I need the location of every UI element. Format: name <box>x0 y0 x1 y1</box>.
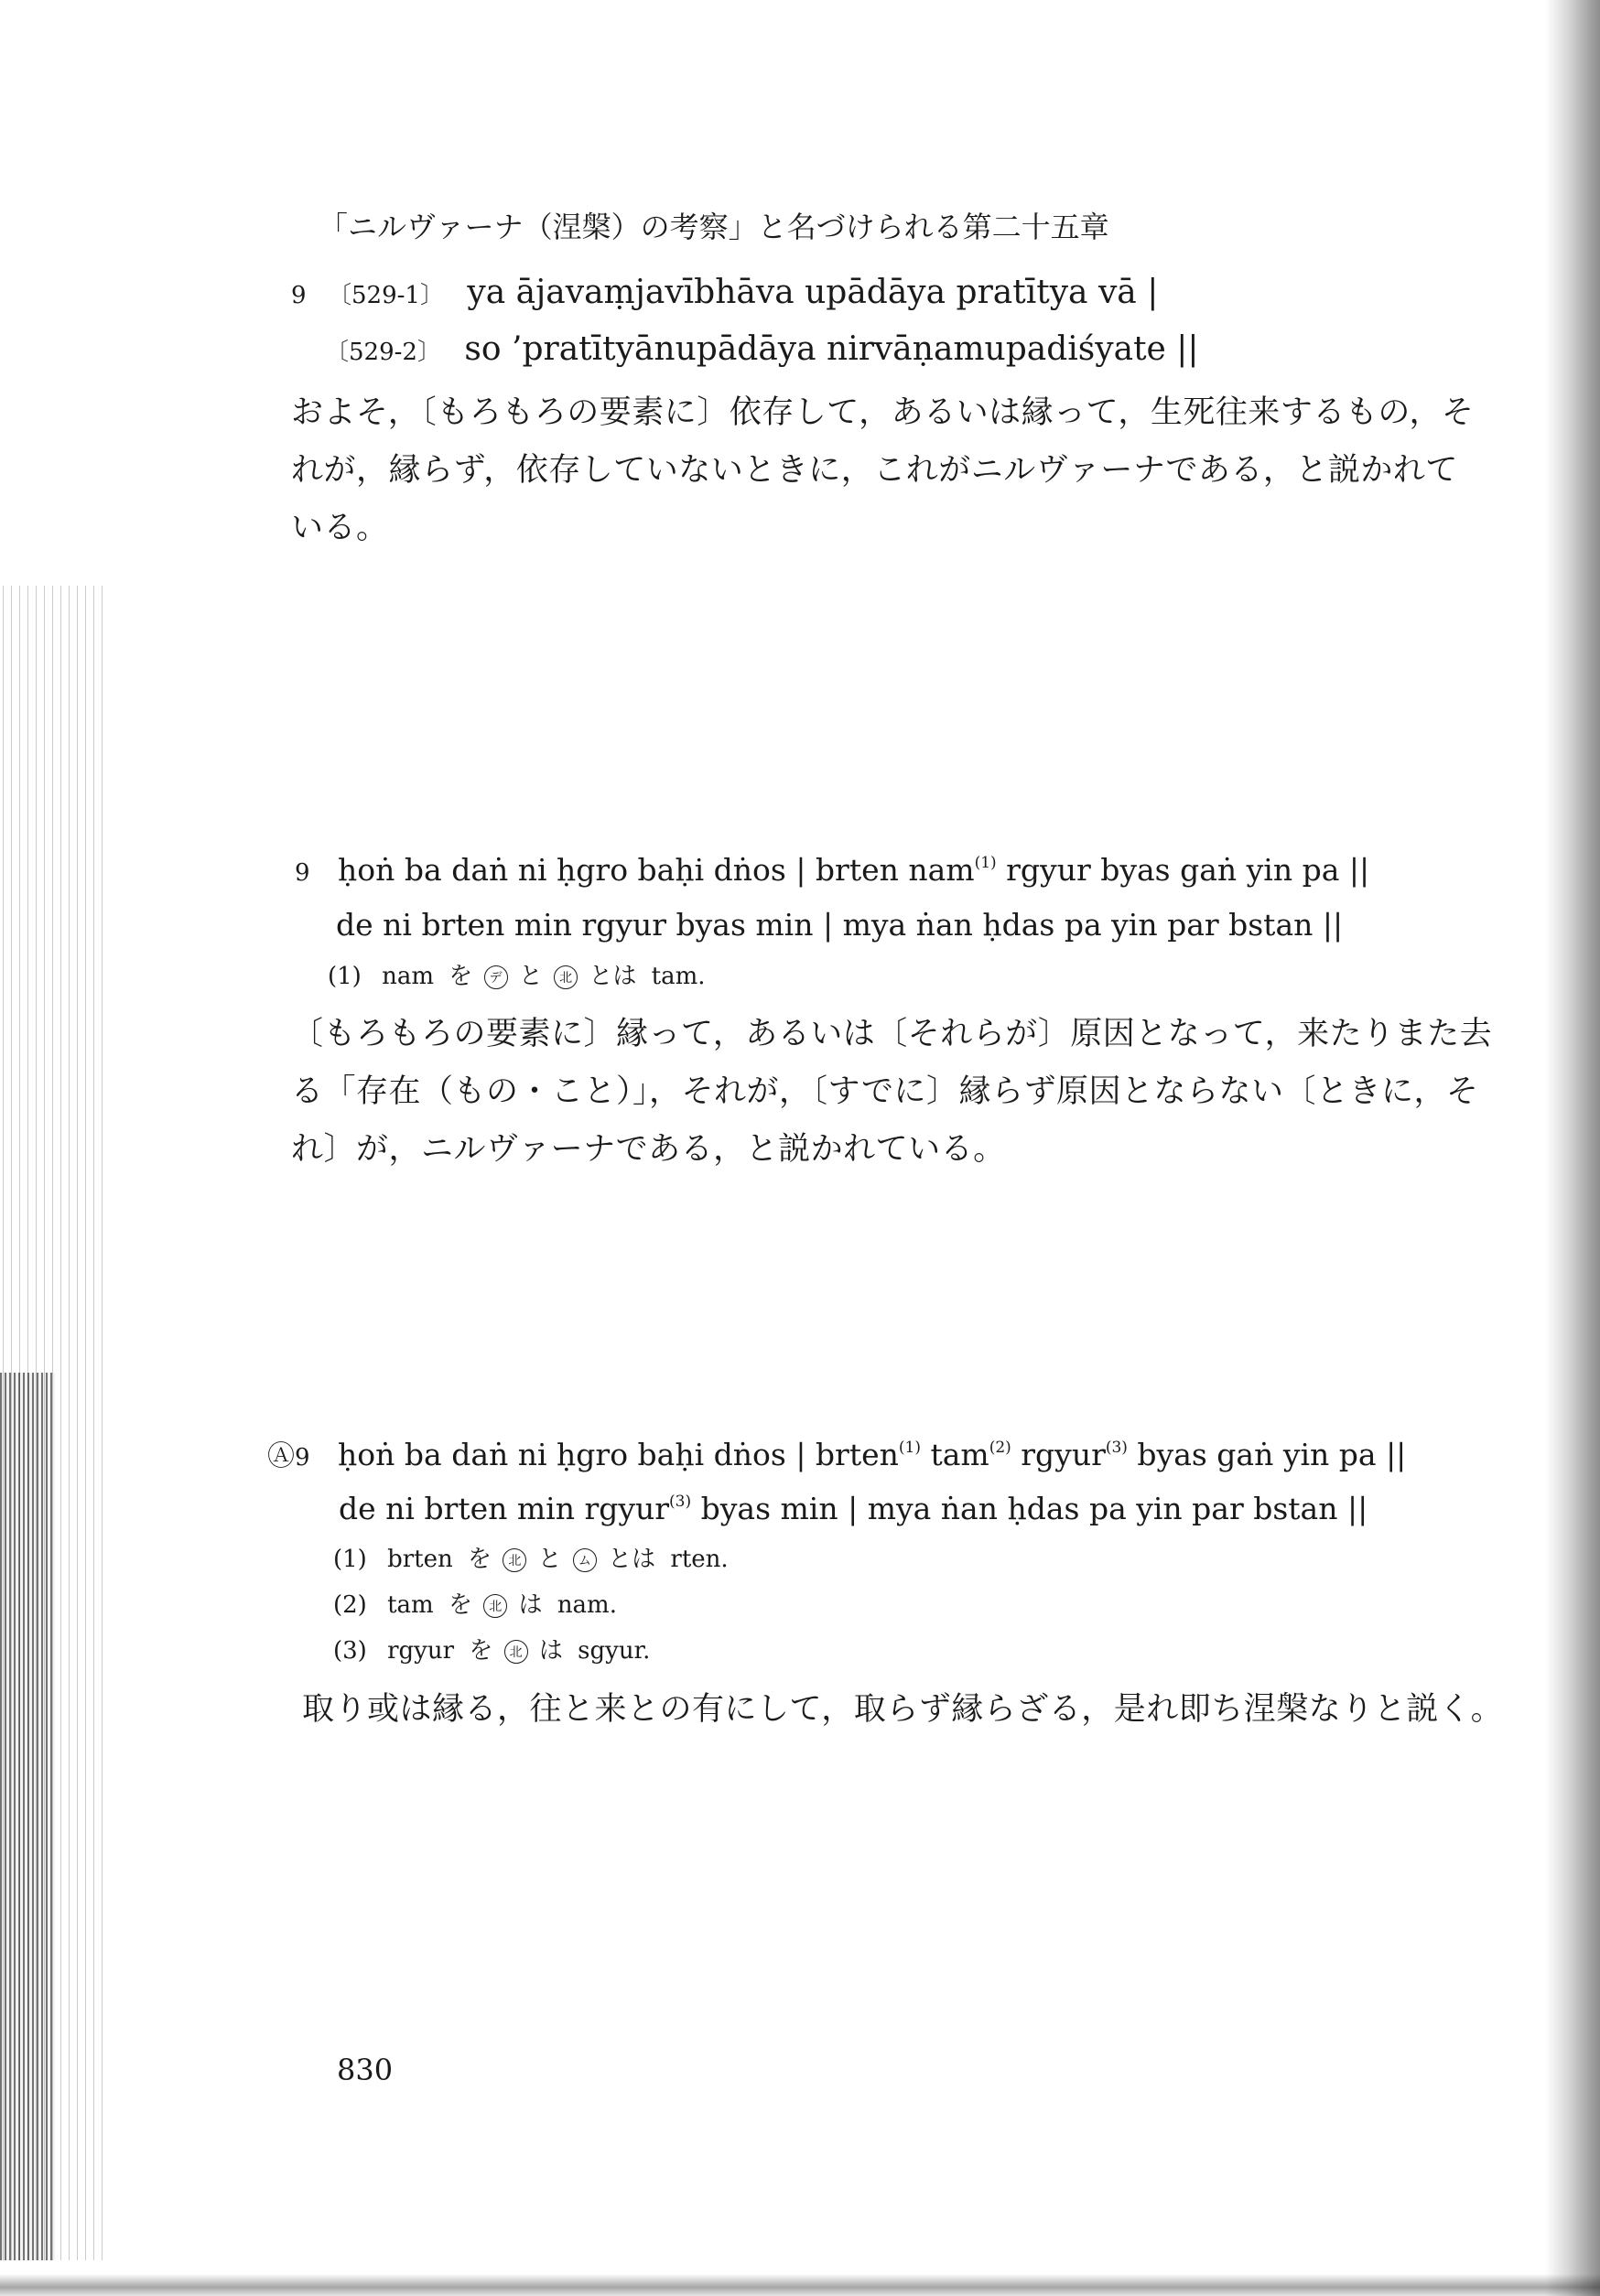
footnote-ref: (3) <box>669 1493 692 1511</box>
commentary-translation: 取り或は縁る，往と来との有にして，取らず縁らざる，是れ即ち涅槃なりと説く。 <box>302 1691 1504 1728</box>
sanskrit-translation-line-2: れが，縁らず，依存していないときに，これがニルヴァーナである，と説かれて <box>291 452 1458 489</box>
edition-mark-icon: ム <box>573 1548 597 1572</box>
tibetan-line-2: de ni brten min rgyur byas min | mya ṅan ḥdas pa yin par bstan || <box>336 907 1344 943</box>
scan-edge-left-dense <box>0 1373 55 2260</box>
sanskrit-line-1 <box>291 276 1158 309</box>
verse-number: 9 <box>291 282 307 309</box>
footnote-ref: (3) <box>1105 1439 1128 1457</box>
verse-text: so ’pratītyānupādāya nirvāṇamupadiśyate || <box>464 330 1199 368</box>
verse-text: rgyur byas gaṅ yin pa || <box>996 852 1370 888</box>
scan-edge-bottom <box>0 2274 1600 2296</box>
edition-mark-icon: 北 <box>504 1640 528 1664</box>
sanskrit-translation-line-1: およそ，〔もろもろの要素に〕依存して，あるいは縁って，生死往来するもの，そ <box>291 394 1475 431</box>
tibetan-line-1 <box>295 852 1370 888</box>
tibetan-note-1: (1) nam を デ と 北 とは tam. <box>328 963 706 990</box>
verse-text: ḥoṅ ba daṅ ni ḥgro baḥi dṅos | brten nam <box>338 852 975 888</box>
edition-mark-icon: 北 <box>483 1594 507 1618</box>
verse-ref: 〔529-2〕 <box>325 339 441 366</box>
scan-edge-right <box>1545 0 1600 2296</box>
sanskrit-translation-line-3: いる。 <box>291 510 389 546</box>
tibetan-translation-line-2: る「存在（もの・こと）」，それが，〔すでに〕縁らず原因とならない〔ときに，そ <box>291 1073 1479 1110</box>
commentary-note-3: (3) rgyur を 北 は sgyur. <box>333 1637 651 1665</box>
footnote-ref: (1) <box>898 1439 921 1457</box>
commentary-line-1: Ⓐ9 ḥoṅ ba daṅ ni ḥgro baḥi dṅos | brten$^{(1)}$ tam$^{(2)}$ rgyur$^{(3)}$ byas gaṅ yin pa || <box>267 1437 1407 1472</box>
commentary-line-2: de ni brten min rgyur$^{(3)}$ byas min | mya ṅan ḥdas pa yin par bstan || <box>339 1491 1368 1526</box>
footnote-ref: (1) <box>974 854 997 872</box>
chapter-title: 「ニルヴァーナ（涅槃）の考察」と名づけられる第二十五章 <box>319 210 1109 244</box>
verse-ref: 〔529-1〕 <box>328 282 444 309</box>
commentary-note-1: (1) brten を 北 と ム とは rten. <box>333 1546 729 1573</box>
commentary-note-2: (2) tam を 北 は nam. <box>333 1591 617 1619</box>
page-number: 830 <box>337 2053 394 2087</box>
footnote-ref: (2) <box>989 1439 1011 1457</box>
sanskrit-line-2 <box>325 330 1199 368</box>
verse-text: ya ājavaṃjavībhāva upādāya pratītya vā | <box>467 274 1159 311</box>
verse-number: 9 <box>295 1444 310 1471</box>
tibetan-translation-line-3: れ〕が，ニルヴァーナである，と説かれている。 <box>291 1131 1006 1168</box>
edition-mark-icon: 北 <box>554 965 578 989</box>
edition-mark-icon: 北 <box>503 1548 526 1572</box>
tibetan-translation-line-1: 〔もろもろの要素に〕縁って，あるいは〔それらが〕原因となって，来たりまた去 <box>291 1016 1493 1052</box>
edition-mark-icon: デ <box>484 965 508 989</box>
verse-number: 9 <box>295 859 310 887</box>
source-marker-icon: Ⓐ <box>267 1440 295 1472</box>
